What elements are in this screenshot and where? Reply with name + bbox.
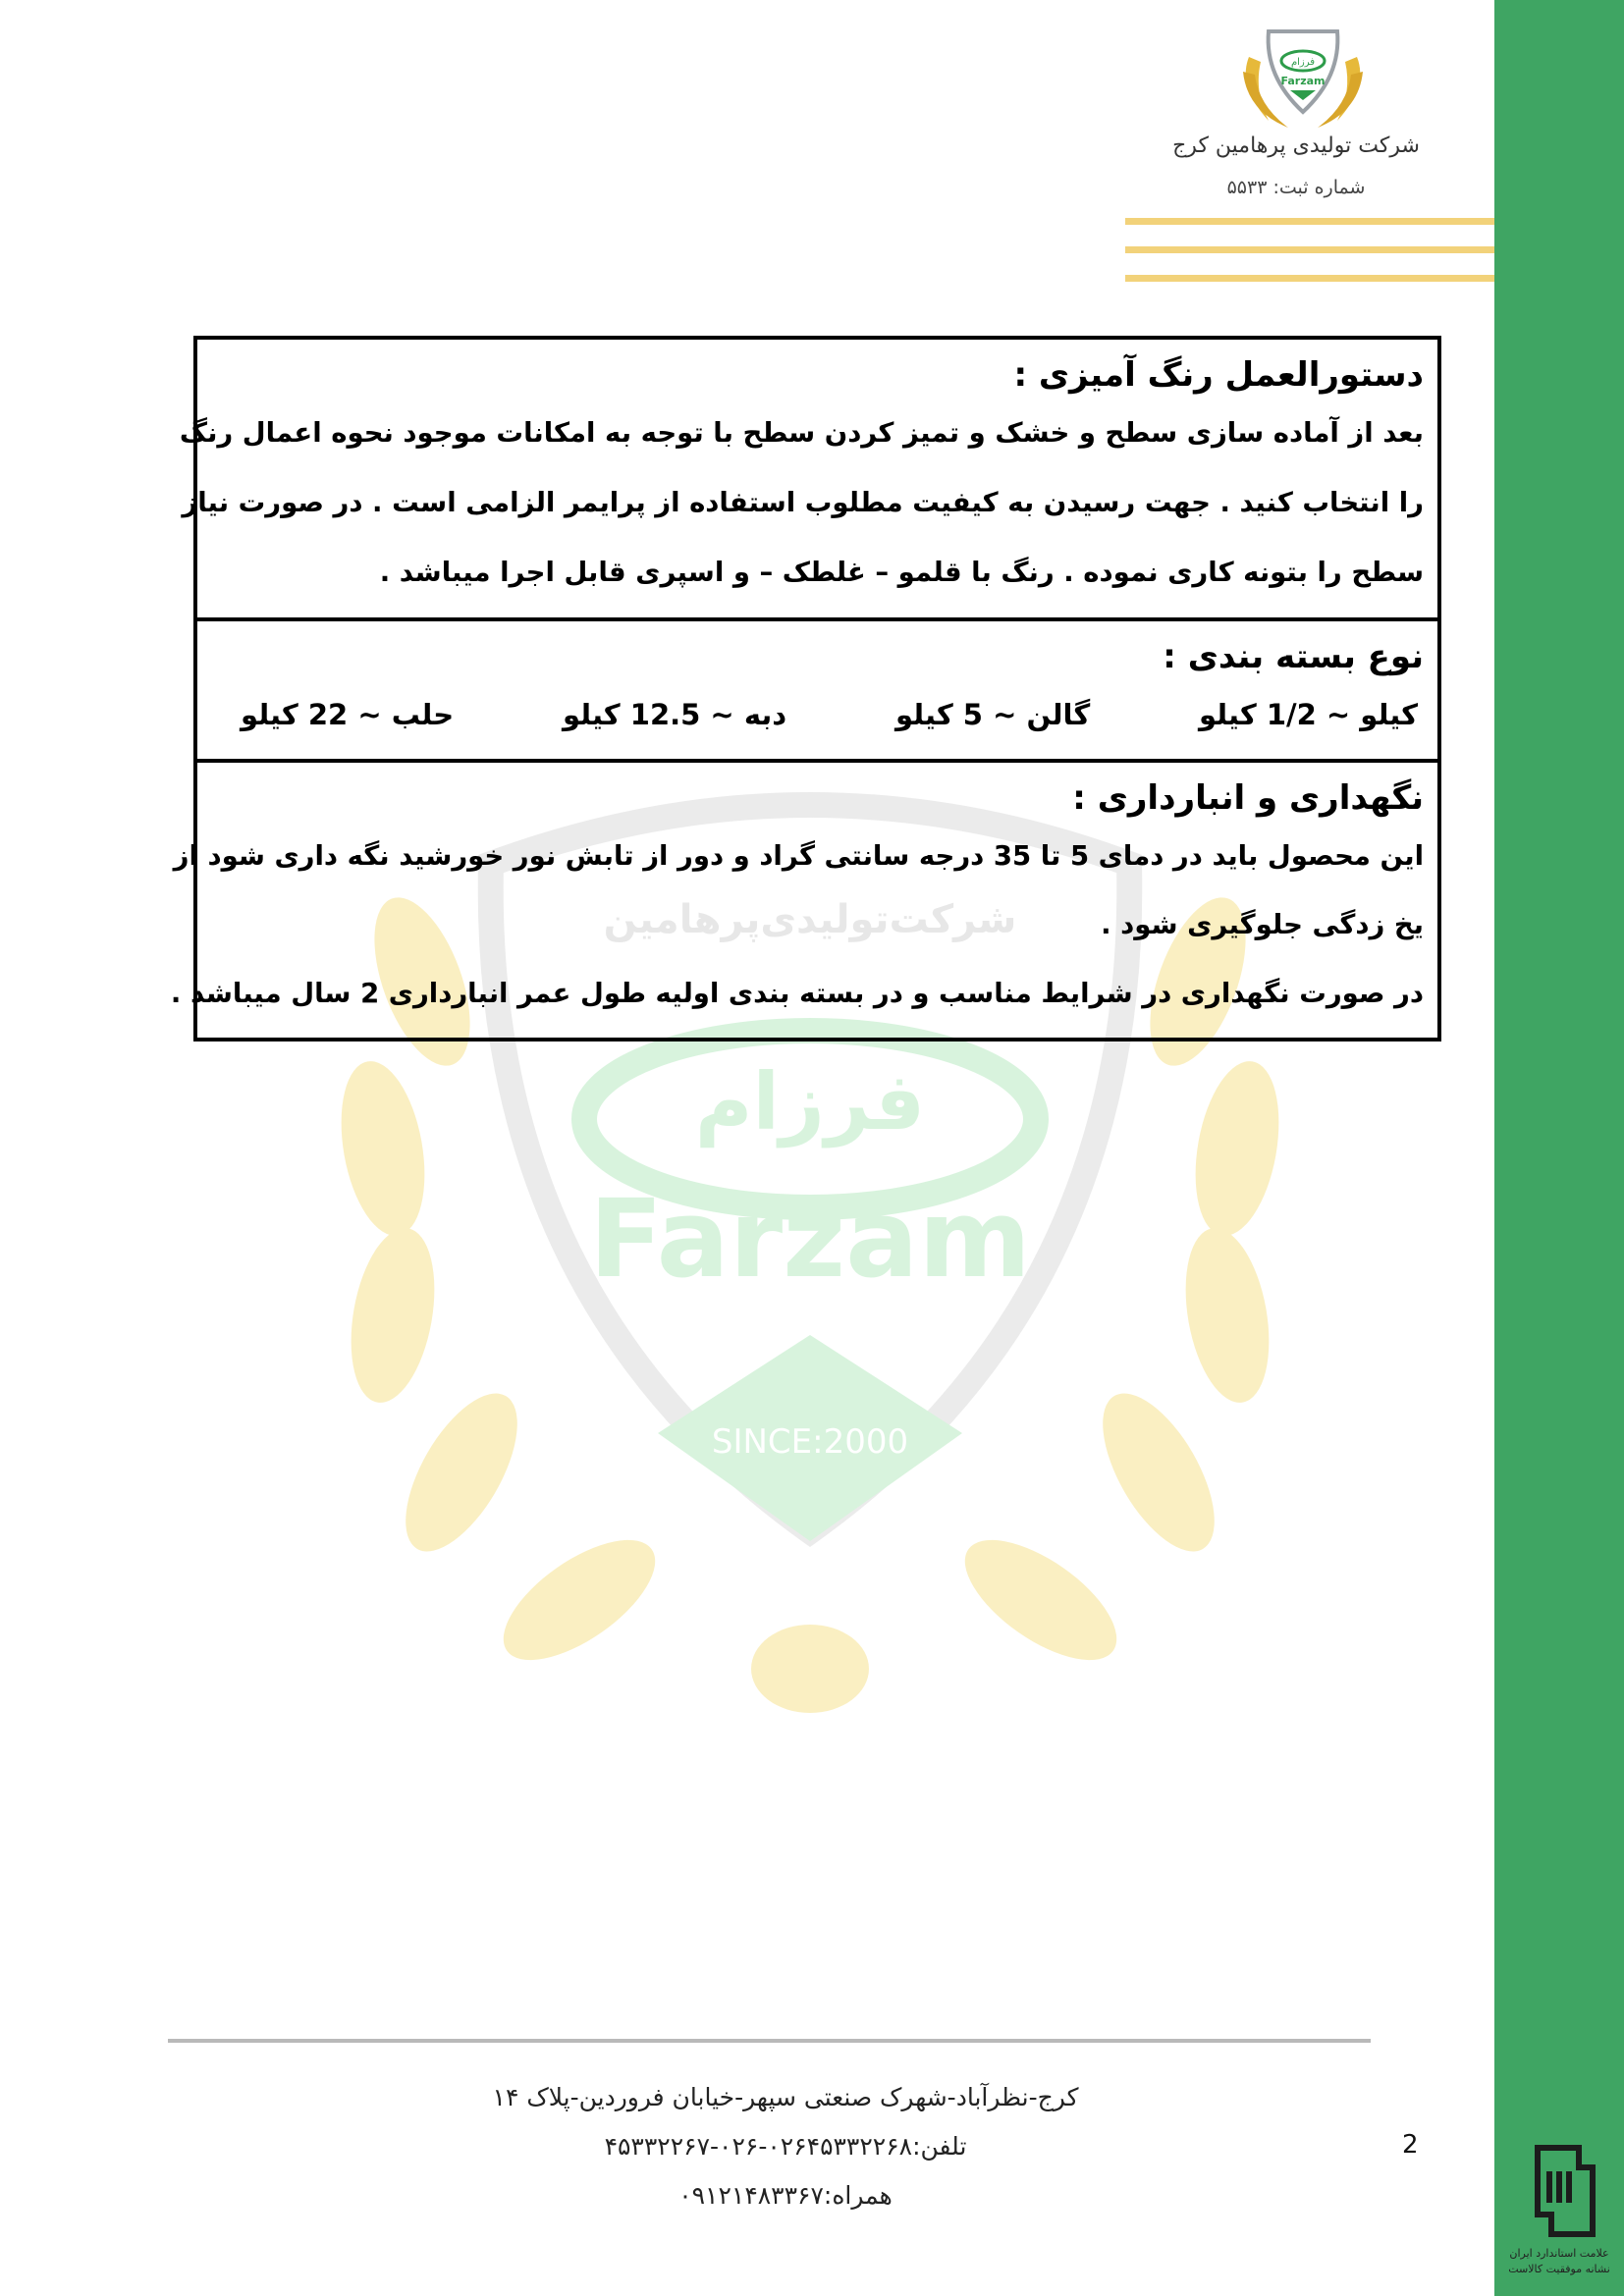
painting-title: دستورالعمل رنگ آمیزی : xyxy=(1013,355,1424,395)
packaging-item: کیلو ~ 1/2 کیلو xyxy=(1199,698,1418,731)
packaging-options xyxy=(211,680,1424,749)
company-name: شرکت تولیدی پرهامین کرج xyxy=(1172,133,1420,158)
header-gold-lines xyxy=(1125,218,1494,283)
watermark-brand: Farzam xyxy=(588,1176,1032,1302)
packaging-title: نوع بسته بندی : xyxy=(1163,637,1424,676)
footer-mobile: همراه:۰۹۱۲۱۴۸۳۳۶۷ xyxy=(678,2181,893,2210)
packaging-section xyxy=(197,621,1437,763)
storage-line: این محصول باید در دمای 5 تا 35 درجه سانتی گراد و دور از تابش نور خورشید نگه داری شود از xyxy=(173,840,1424,872)
standard-mark-text xyxy=(1502,2246,1616,2277)
farzam-logo xyxy=(1229,18,1377,133)
logo-brand-fa: فرزام xyxy=(1290,57,1316,68)
side-green-bar xyxy=(1494,0,1624,2296)
standard-mark-line: علامت استاندارد ایران xyxy=(1509,2247,1609,2260)
logo-brand: Farzam xyxy=(1280,75,1326,87)
storage-title: نگهداری و انبارداری : xyxy=(1072,778,1424,818)
watermark-company: شرکت‌تولیدی‌پرهامین xyxy=(603,897,1017,942)
watermark-brand-fa: فرزام xyxy=(694,1056,926,1148)
storage-line: یخ زدگی جلوگیری شود . xyxy=(1101,909,1424,940)
standard-mark-line: نشانه موفقیت کالاست xyxy=(1508,2263,1610,2275)
painting-section xyxy=(179,340,1437,621)
page-number: 2 xyxy=(1402,2130,1419,2160)
packaging-item: گالن ~ 5 کیلو xyxy=(894,698,1091,731)
painting-line: را انتخاب کنید . جهت رسیدن به کیفیت مطلوب استفاده از پرایمر الزامی است . در صورت نیاز xyxy=(182,487,1424,518)
watermark-since: SINCE:2000 xyxy=(711,1422,909,1462)
iran-standard-icon xyxy=(1518,2142,1598,2240)
footer-address: کرج-نظرآباد-شهرک صنعتی سپهر-خیابان فروردین-پلاک ۱۴ xyxy=(492,2083,1079,2111)
instructions-box xyxy=(170,336,1441,1041)
storage-section xyxy=(170,763,1437,1038)
packaging-item: دبه ~ 12.5 کیلو xyxy=(562,698,787,731)
packaging-item: حلب ~ 22 کیلو xyxy=(241,698,455,731)
footer-phone: تلفن:۰۲۶۴۵۳۳۲۲۶۸-۰۲۶-۴۵۳۳۲۲۶۷ xyxy=(604,2132,967,2161)
painting-line: سطح را بتونه کاری نموده . رنگ با قلمو – غلطک – و اسپری قابل اجرا میباشد . xyxy=(379,557,1424,588)
storage-line: در صورت نگهداری در شرایط مناسب و در بسته بندی اولیه طول عمر انبارداری 2 سال میباشد . xyxy=(170,978,1424,1009)
footer-divider xyxy=(168,2039,1371,2043)
painting-line: بعد از آماده سازی سطح و خشک و تمیز کردن سطح با توجه به امکانات موجود نحوه اعمال رنگ xyxy=(179,417,1424,449)
registration-number: شماره ثبت: ۵۵۳۳ xyxy=(1226,177,1366,198)
